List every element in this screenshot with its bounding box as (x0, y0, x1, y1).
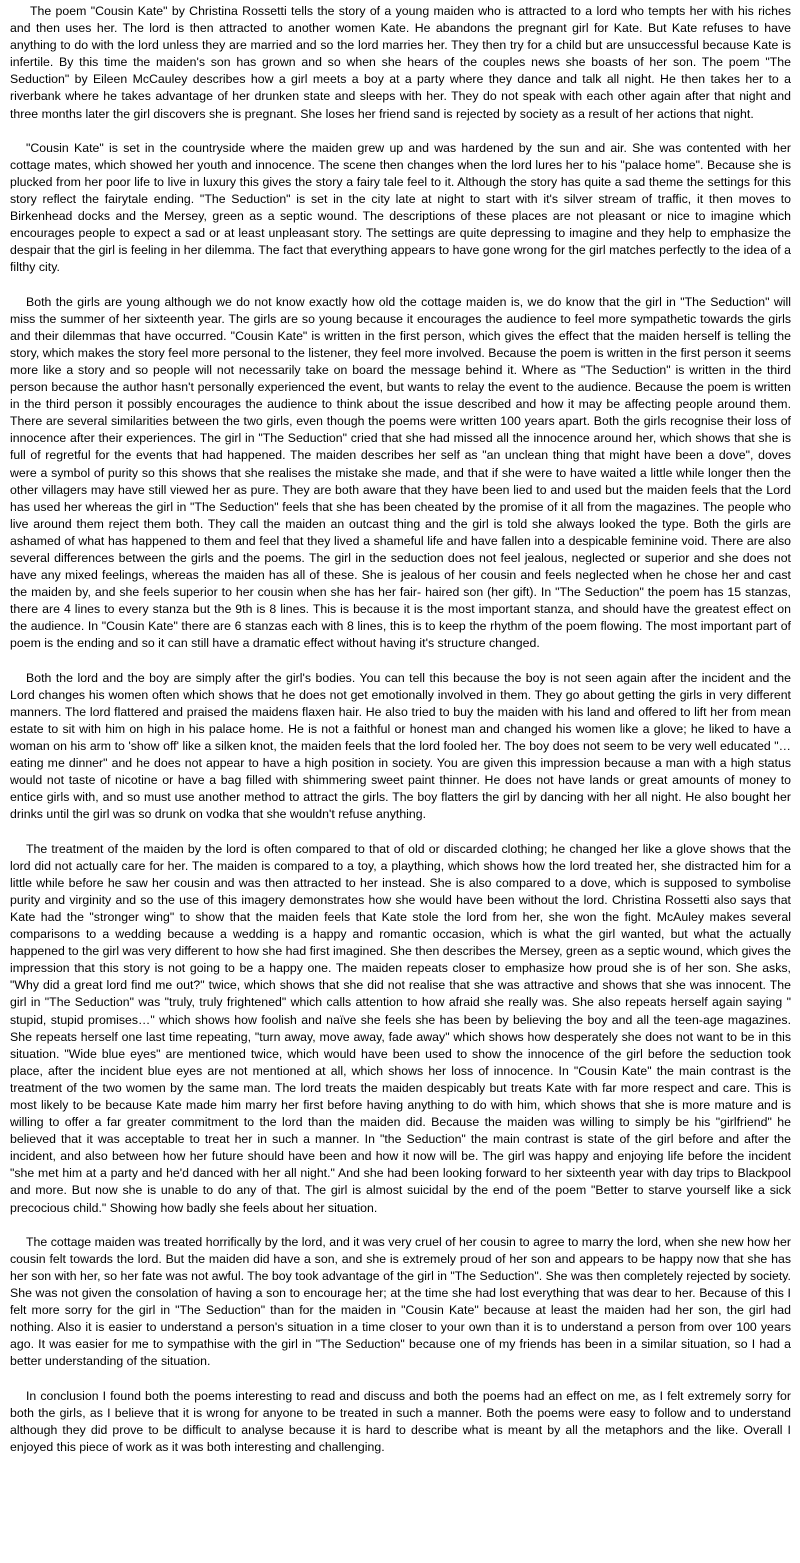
paragraph-fates: The cottage maiden was treated horrifically by the lord, and it was very cruel of her cousin to agree to marry the lord, when she new how her cousin felt towards the lord. But the maiden did have a son, and she is extremely proud of her son and appears to be happy now that she has her son with her, so her fate was not awful. The boy took advantage of the girl in "The Seduction". She was then completely rejected by society. She was not given the consolation of having a son to encourage her; at the time she had lost everything that was dear to her. Because of this I felt more sorry for the girl in "The Seduction" than for the maiden in "Cousin Kate" because at least the maiden had her son, the girl had nothing. Also it is easier to understand a person's situation in a time closer to your own than it is to understand a person from over 100 years ago. It was easier for me to sympathise with the girl in "The Seduction" because one of my friends has been in a similar situation, so I had a better understanding of the situation. (10, 1234, 791, 1369)
paragraph-girls-comparison: Both the girls are young although we do not know exactly how old the cottage maiden is, we do know that the girl in "The Seduction" will miss the summer of her sixteenth year. The girls are so young because it encourages the audience to feel more sympathetic towards the girls and their dilemmas that have occurred. "Cousin Kate" is written in the first person, which gives the effect that the maiden herself is telling the story, which makes the story feel more personal to the listener, they feel more involved. Because the poem is written in the first person it seems more like a story and so people will not necessarily take on board the message behind it. Where as "The Seduction" is written in the third person because the author hasn't personally experienced the event, but wants to relay the event to the audience. Because the poem is written in the third person it possibly encourages the audience to think about the issue described and how it may be affecting people around them. There are several similarities between the two girls, even though the poems were written 100 years apart. Both the girls recognise their loss of innocence after their experiences. The girl in "The Seduction" cried that she had missed all the innocence around her, which shows that she is full of regretful for the events that had happened. The maiden describes her self as "an unclean thing that might have been a dove", doves were a symbol of purity so this shows that she realises the mistake she made, and that if she were to have waited a little while longer then the other villagers may have still viewed her as pure. They are both aware that they have been lied to and used but the maiden feels that the Lord has used her whereas the girl in "The Seduction" feels that she has been cheated by the promise of it all from the magazines. The people who live around them reject them both. They call the maiden an outcast thing and the girl is told she always looked the type. Both the girls are ashamed of what has happened to them and feel that they lived a shameful life and have fallen into a despicable feminine void. There are also several differences between the girls and the poems. The girl in the seduction does not feel jealous, neglected or superior and she does not have any mixed feelings, whereas the maiden has all of these. She is jealous of her cousin and feels neglected when he chose her and cast the maiden by, and she feels superior to her cousin when she has her fair- haired son (her gift). In "The Seduction" the poem has 15 stanzas, there are 4 lines to every stanza but the 9th is 8 lines. This is because it is the most important stanza, and should have the greatest effect on the audience. In "Cousin Kate" there are 6 stanzas each with 8 lines, this is to keep the rhythm of the poem flowing. The most important part of poem is the ending and so it can still have a dramatic effect without having it's structure changed. (10, 294, 791, 651)
paragraph-conclusion: In conclusion I found both the poems interesting to read and discuss and both the poems had an effect on me, as I felt extremely sorry for both the girls, as I believe that it is wrong for anyone to be treated in such a manner. Both the poems were easy to follow and to understand although they did prove to be difficult to analyse because it is hard to describe what is meant by all the metaphors and the like. Overall I enjoyed this piece of work as it was both interesting and challenging. (10, 1388, 791, 1454)
paragraph-introduction: The poem "Cousin Kate" by Christina Rossetti tells the story of a young maiden who is attracted to a lord who tempts her with his riches and then uses her. The lord is then attracted to another women Kate. He abandons the pregnant girl for Kate. But Kate refuses to have anything to do with the lord unless they are married and so the lord marries her. They then try for a child but are unsuccessful because Kate is infertile. By this time the maiden's son has grown and so when she hears of the couples news she boasts of her son. The poem "The Seduction" by Eileen McCauley describes how a girl meets a boy at a party where they dance and talk all night. He then takes her to a riverbank where he takes advantage of her drunken state and sleeps with her. They do not speak with each other again after that night and three months later the girl discovers she is pregnant. She loses her friend sand is rejected by society as a result of her actions that night. (10, 4, 791, 121)
paragraph-settings: "Cousin Kate" is set in the countryside where the maiden grew up and was hardened by the sun and air. She was contented with her cottage mates, which showed her youth and innocence. The scene then changes when the lord lures her to his "palace home". Because she is plucked from her poor life to live in luxury this gives the story a fairy tale feel to it. Although the story has quite a sad theme the settings for this story reflect the fairytale ending. "The Seduction" is set in the city late at night to start with it's silver stream of traffic, it then moves to Birkenhead docks and the Mersey, green as a septic wound. The descriptions of these places are not pleasant or nice to imagine which encourages people to expect a sad or at least unpleasant story. The settings are quite depressing to imagine and they help to emphasize the despair that the girl is feeling in her dilemma. The fact that everything appears to have gone wrong for the girl matches perfectly to the idea of a filthy city. (10, 140, 791, 275)
paragraph-lord-and-boy: Both the lord and the boy are simply after the girl's bodies. You can tell this because the boy is not seen again after the incident and the Lord changes his women often which shows that he does not get emotionally involved in them. They go about getting the girls in very different manners. The lord flattered and praised the maidens flaxen hair. He also tried to buy the maiden with his land and offered to lift her from mean estate to sit with him on high in his palace home. He is not a faithful or honest man and changed his women like a glove; he liked to have a woman on his arm to 'show off' like a silken knot, the maiden feels that the lord fooled her. The boy does not seem to be very well educated "…eating me dinner" and he does not appear to have a high position in society. You are given this impression because a man with a high status would not taste of nicotine or have a bag filled with shimmering sweet paint thinner. He does not have lands or great amounts of money to entice girls with, and so must use another method to attract the girls. The boy flatters the girl by dancing with her all night. He also bought her drinks until the girl was so drunk on vodka that she wouldn't refuse anything. (10, 670, 791, 822)
paragraph-imagery-and-contrast: The treatment of the maiden by the lord is often compared to that of old or discarded clothing; he changed her like a glove shows that the lord did not actually care for her. The maiden is compared to a toy, a plaything, which shows how the lord treated her, she distracted him for a little while before he saw her cousin and was then attracted to her instead. She is also compared to a dove, which is supposed to symbolise purity and virginity and so the use of this imagery demonstrates how she would have been without the lord. Christina Rossetti also says that Kate had the "stronger wing" to show that the maiden feels that Kate stole the lord from her, she won the fight. McAuley makes several comparisons to a wedding because a wedding is a happy and romantic occasion, which is what the girl wanted, but what the actually happened to the girl was very different to how she had first imagined. She then describes the Mersey, green as a septic wound, which gives the impression that this story is not going to be a happy one. The maiden repeats closer to emphasize how proud she is of her son. She asks, "Why did a great lord find me out?" twice, which shows that she did not realise that she was attractive and shows that she was innocent. The girl in "The Seduction" was "truly, truly frightened" which calls attention to how afraid she really was. She also repeats herself again saying " stupid, stupid promises…" which shows how foolish and naïve she feels she has been by believing the boy and all the teen-age magazines. She repeats herself one last time repeating, "turn away, move away, fade away" which shows how desperately she does not want to be in this situation. "Wide blue eyes" are mentioned twice, which would have been used to show the innocence of the girl before the seduction took place, after the incident blue eyes are not mentioned at all, which shows her loss of innocence. In "Cousin Kate" the main contrast is the treatment of the two women by the same man. The lord treats the maiden despicably but treats Kate with far more respect and care. This is most likely to be because Kate made him marry her first before having anything to do with him, which shows that she is more mature and is willing to offer a far greater commitment to the lord than the maiden did. Because the maiden was willing to simply be his "girlfriend" he believed that it was acceptable to treat her in such a manner. In "the Seduction" the main contrast is state of the girl before and after the incident, and also between how her future should have been and how it now will be. The girl was happy and enjoying life before the incident "she met him at a party and he'd danced with her all night." And she had been looking forward to her sixteenth year with day trips to Blackpool and more. But now she is unable to do any of that. The girl is almost suicidal by the end of the poem "Better to starve yourself like a sick precocious child." Showing how badly she feels about her situation. (10, 841, 791, 1215)
